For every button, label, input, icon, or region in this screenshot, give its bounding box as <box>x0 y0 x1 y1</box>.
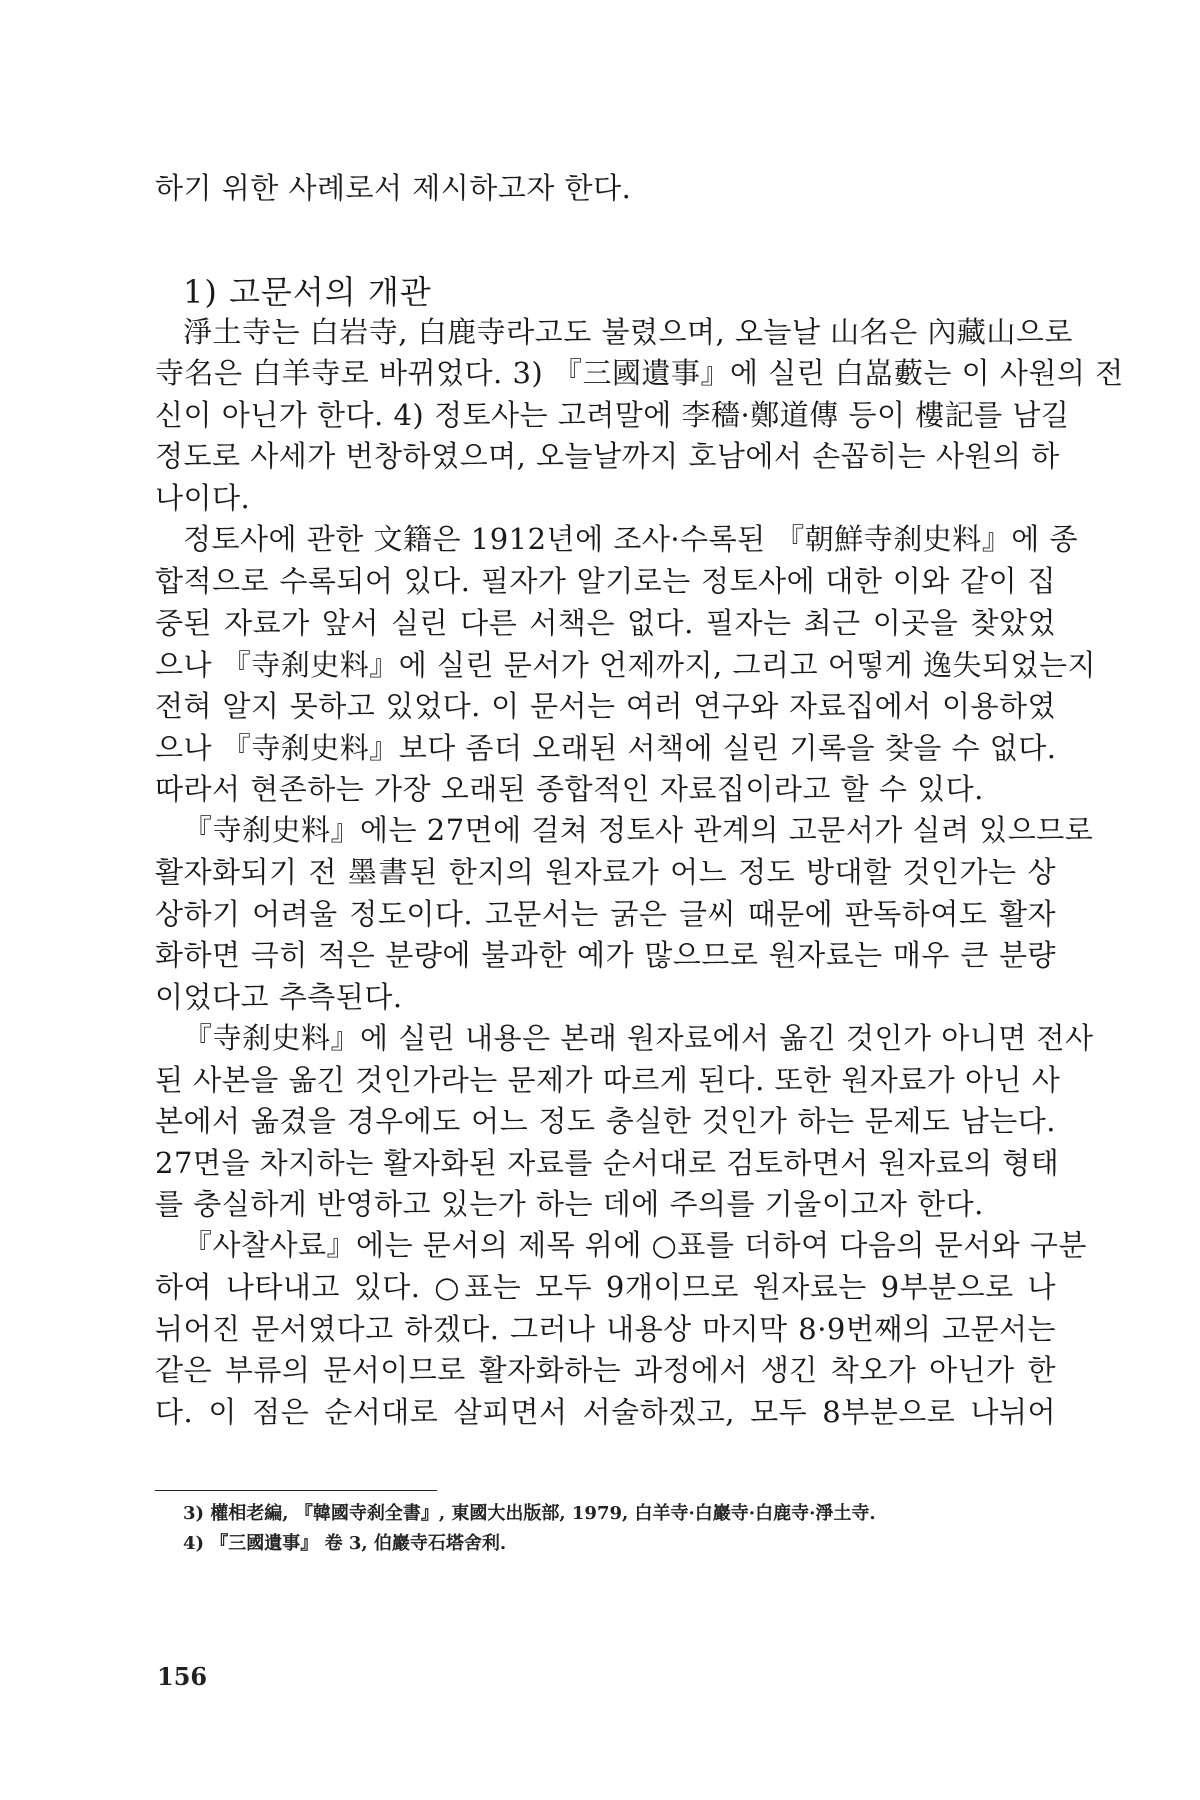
body-line: 중된 자료가 앞서 실린 다른 서책은 없다. 필자는 최근 이곳을 찾았었 <box>155 606 1056 640</box>
footnote: 3) 權相老編, 『韓國寺刹全書』, 東國大出版部, 1979, 白羊寺·白巖寺·白鹿寺·淨土寺. <box>183 1503 876 1524</box>
body-line: 를 충실하게 반영하고 있는가 하는 데에 주의를 기울이고자 한다. <box>155 1187 984 1221</box>
body-line: 뉘어진 문서였다고 하겠다. 그러나 내용상 마지막 8·9번째의 고문서는 <box>155 1312 1056 1346</box>
body-line: 합적으로 수록되어 있다. 필자가 알기로는 정토사에 대한 이와 같이 집 <box>155 564 1056 598</box>
body-line: 寺名은 白羊寺로 바뀌었다. 3) 『三國遺事』에 실린 白嵓藪는 이 사원의 전 <box>155 356 1124 390</box>
footnote: 4) 『三國遺事』 卷 3, 伯巖寺石塔舍利. <box>183 1533 507 1554</box>
body-line: 『寺刹史料』에는 27면에 걸쳐 정토사 관계의 고문서가 실려 있으므로 <box>183 813 1094 847</box>
page-number: 156 <box>157 1662 208 1691</box>
body-line: 나이다. <box>155 481 251 515</box>
body-line: 으나 『寺刹史料』에 실린 문서가 언제까지, 그리고 어떻게 逸失되었는지 <box>155 648 1097 682</box>
body-line: 다. 이 점은 순서대로 살피면서 서술하겠고, 모두 8부분으로 나뉘어 <box>155 1395 1056 1429</box>
body-line: 하여 나타내고 있다. ○표는 모두 9개이므로 원자료는 9부분으로 나 <box>155 1270 1056 1304</box>
body-line: 淨土寺는 白岩寺, 白鹿寺라고도 불렸으며, 오늘날 山名은 內藏山으로 <box>183 315 1073 349</box>
body-line: 화하면 극히 적은 분량에 불과한 예가 많으므로 원자료는 매우 큰 분량 <box>155 938 1056 972</box>
body-line: 신이 아닌가 한다. 4) 정토사는 고려말에 李穡·鄭道傳 등이 樓記를 남길 <box>155 398 1070 432</box>
body-line: 전혀 알지 못하고 있었다. 이 문서는 여러 연구와 자료집에서 이용하였 <box>155 689 1056 723</box>
body-line: 같은 부류의 문서이므로 활자화하는 과정에서 생긴 착오가 아닌가 한 <box>155 1353 1056 1387</box>
body-line: 이었다고 추측된다. <box>155 980 403 1014</box>
body-line: 활자화되기 전 墨書된 한지의 원자료가 어느 정도 방대할 것인가는 상 <box>155 855 1056 889</box>
section-heading: 1) 고문서의 개관 <box>183 273 432 311</box>
body-line: 정도로 사세가 번창하였으며, 오늘날까지 호남에서 손꼽히는 사원의 하 <box>155 439 1060 473</box>
body-line: 상하기 어려울 정도이다. 고문서는 굵은 글씨 때문에 판독하여도 활자 <box>155 897 1056 931</box>
body-line: 『寺刹史料』에 실린 내용은 본래 원자료에서 옮긴 것인가 아니면 전사 <box>183 1021 1094 1055</box>
body-line: 본에서 옮겼을 경우에도 어느 정도 충실한 것인가 하는 문제도 남는다. <box>155 1104 1056 1138</box>
body-line: 27면을 차지하는 활자화된 자료를 순서대로 검토하면서 원자료의 형태 <box>155 1146 1060 1180</box>
body-line: 으나 『寺刹史料』보다 좀더 오래된 서책에 실린 기록을 찾을 수 없다. <box>155 731 1057 765</box>
body-line: 된 사본을 옮긴 것인가라는 문제가 따르게 된다. 또한 원자료가 아닌 사 <box>155 1063 1061 1097</box>
body-line: 따라서 현존하는 가장 오래된 종합적인 자료집이라고 할 수 있다. <box>155 772 984 806</box>
body-line: 『사찰사료』에는 문서의 제목 위에 ○표를 더하여 다음의 문서와 구분 <box>183 1228 1087 1262</box>
body-line: 정토사에 관한 文籍은 1912년에 조사·수록된 『朝鮮寺刹史料』에 종 <box>183 522 1079 556</box>
footnote-divider <box>155 1490 437 1491</box>
opening-line: 하기 위한 사례로서 제시하고자 한다. <box>155 171 632 205</box>
